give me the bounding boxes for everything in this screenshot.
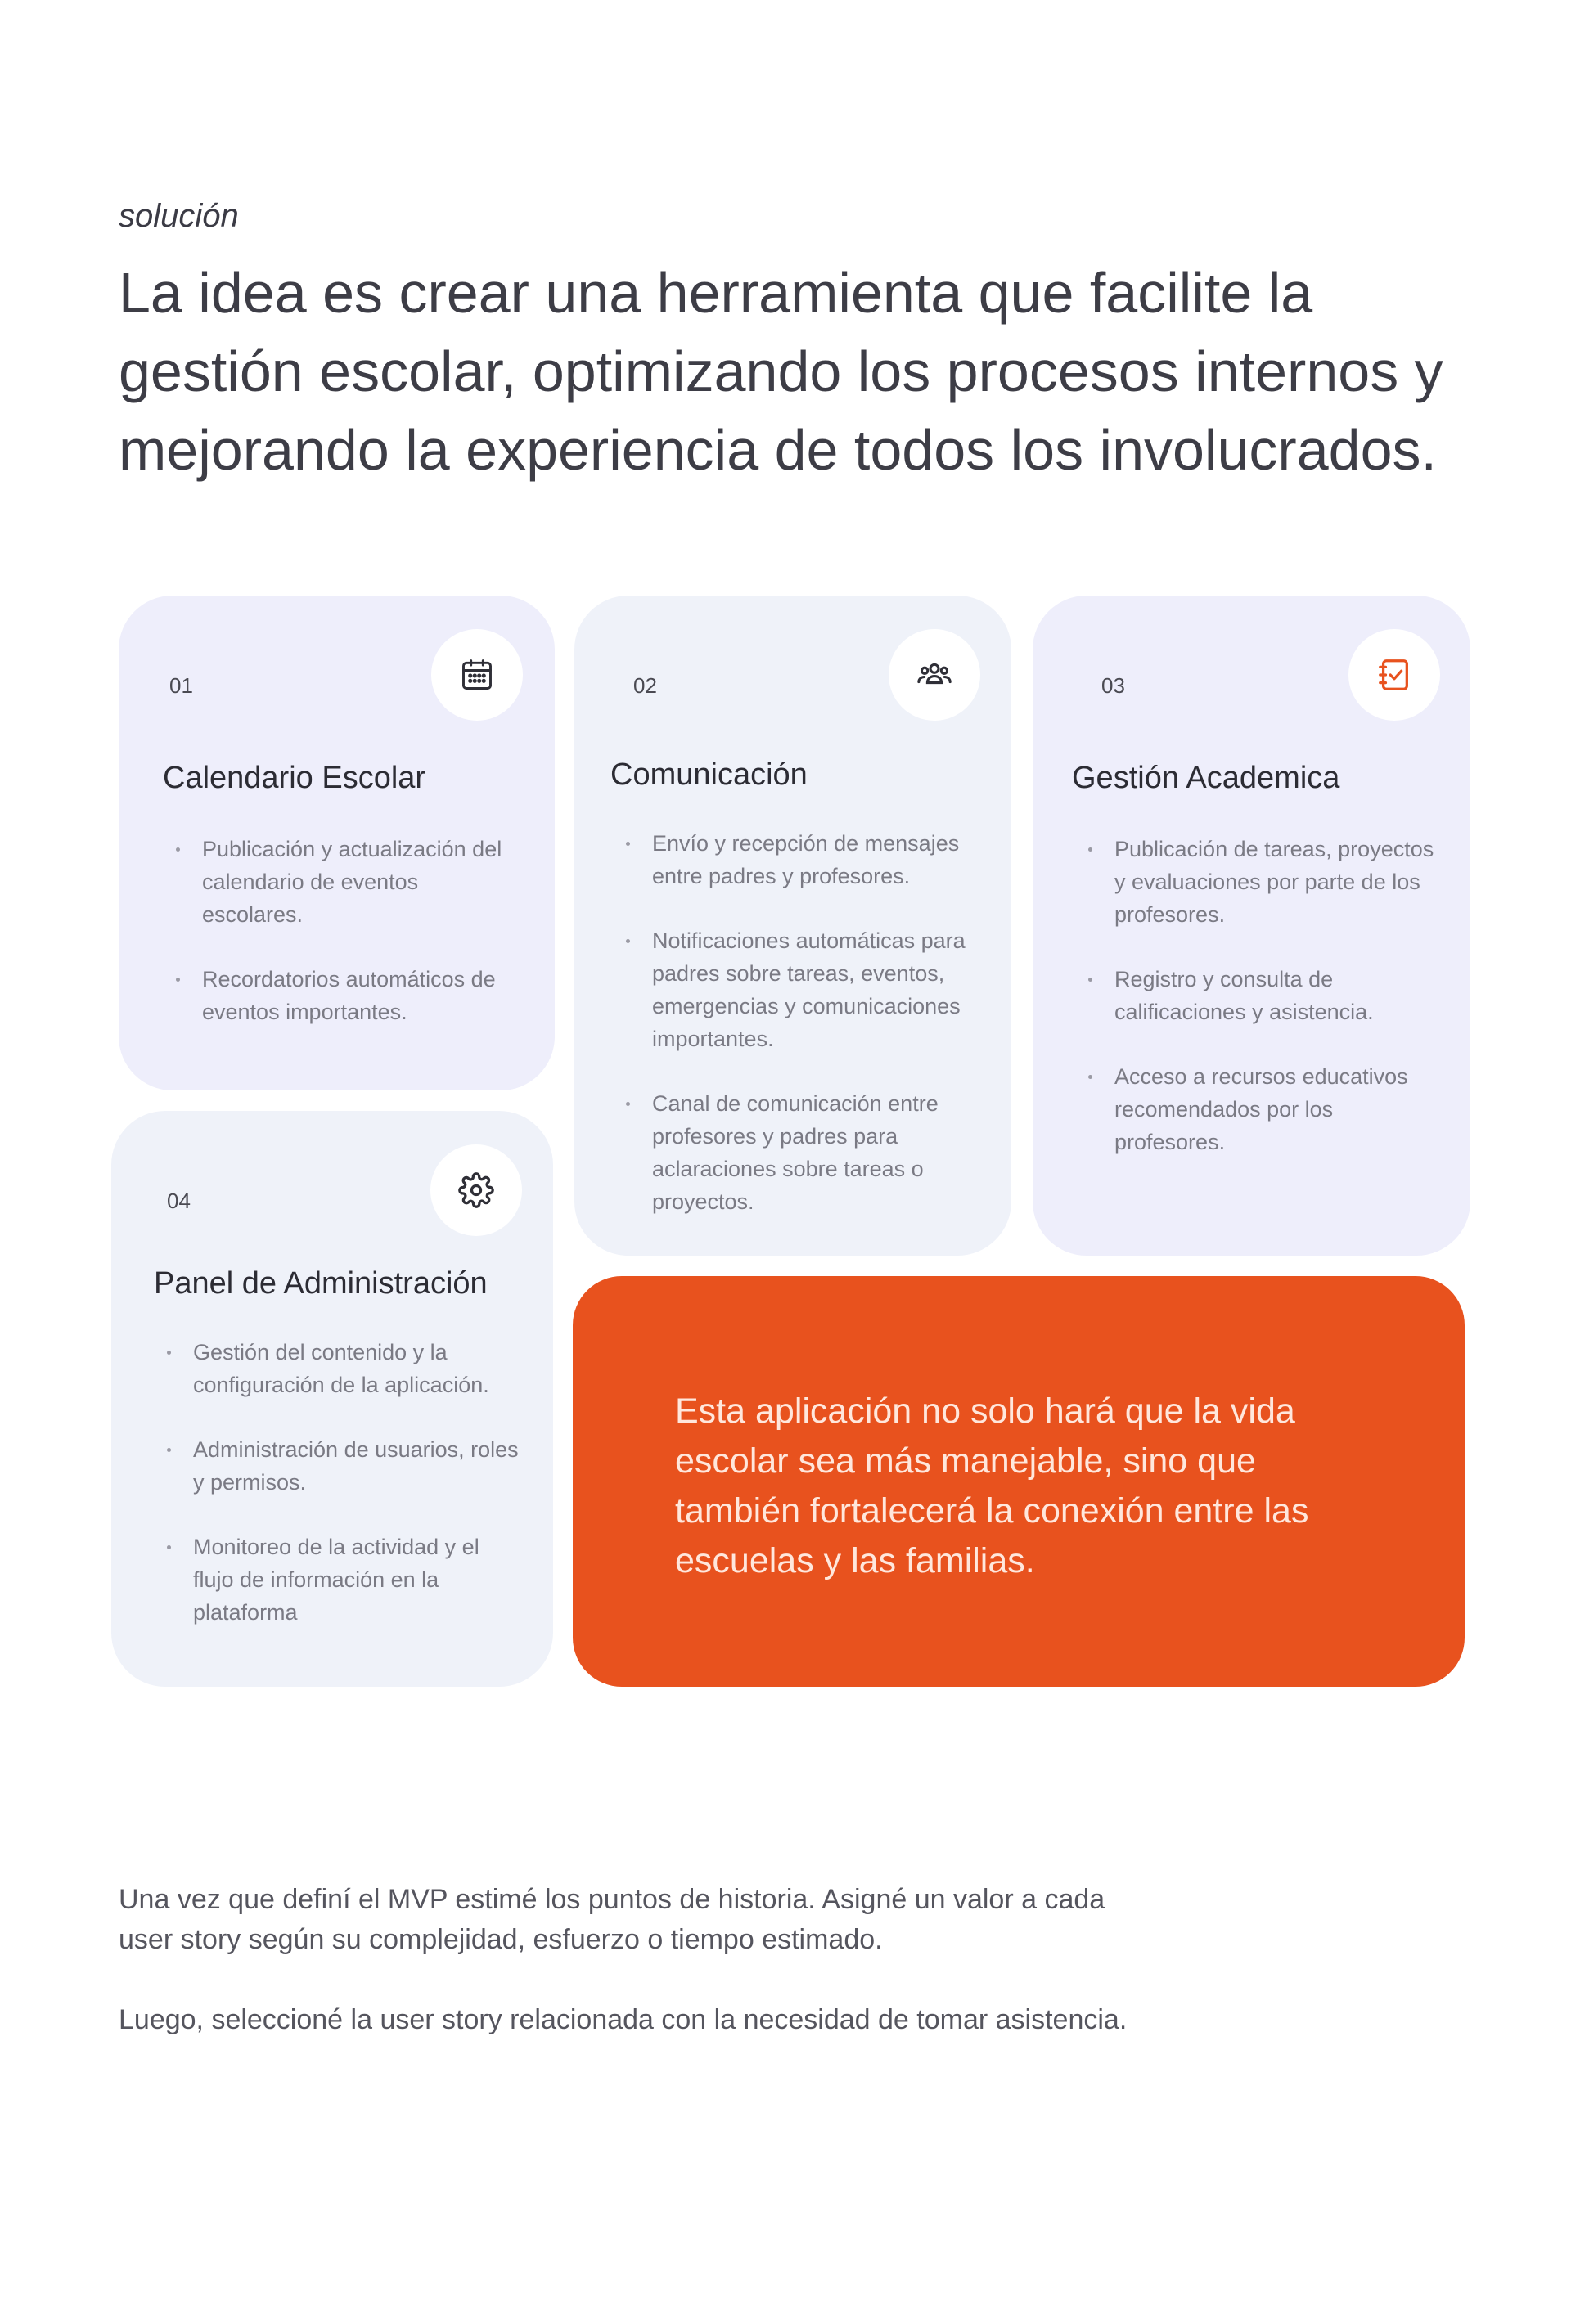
gear-icon xyxy=(458,1172,494,1208)
list-item: Canal de comunicación entre profesores y padres para aclaraciones sobre tareas o proyectos. xyxy=(619,1087,979,1218)
headline: La idea es crear una herramienta que facilite la gestión escolar, optimizando los procesos internos y mejorando la experiencia de todos los involucrados. xyxy=(119,261,1443,482)
body-paragraph-2: Luego, seleccioné la user story relacionada con la necesidad de tomar asistencia. xyxy=(119,2004,1128,2035)
card-title: Gestión Academica xyxy=(1072,761,1340,795)
body-paragraph-1: Una vez que definí el MVP estimé los puntos de historia. Asigné un valor a cada user story según su complejidad, esfuerzo o tiempo estimado. xyxy=(119,1884,1105,1955)
icon-badge xyxy=(431,629,523,721)
list-item: Publicación y actualización del calendario de eventos escolares. xyxy=(169,833,521,931)
card-feature-list xyxy=(160,1336,520,1661)
list-item: Registro y consulta de calificaciones y asistencia. xyxy=(1082,963,1446,1028)
list-item: Envío y recepción de mensajes entre padres y profesores. xyxy=(619,827,979,892)
card-feature-list xyxy=(169,833,521,1060)
card-title: Calendario Escolar xyxy=(163,761,426,795)
icon-badge xyxy=(889,629,980,721)
card-feature-list xyxy=(619,827,979,1250)
list-item: Acceso a recursos educativos recomendados por los profesores. xyxy=(1082,1060,1446,1158)
section-eyebrow: solución xyxy=(119,198,239,234)
list-item: Recordatorios automáticos de eventos importantes. xyxy=(169,963,521,1028)
card-feature-list xyxy=(1082,833,1446,1190)
users-group-icon xyxy=(916,656,953,694)
card-number: 04 xyxy=(167,1189,191,1213)
feature-card-calendario xyxy=(119,596,555,1090)
highlight-callout xyxy=(573,1276,1465,1687)
card-number: 01 xyxy=(169,673,193,698)
feature-card-gestion-academica xyxy=(1033,596,1470,1256)
icon-badge xyxy=(1348,629,1440,721)
card-title: Comunicación xyxy=(610,757,808,792)
feature-card-panel-administracion xyxy=(111,1111,553,1687)
card-title: Panel de Administración xyxy=(154,1266,488,1301)
calendar-icon xyxy=(459,657,495,693)
list-item: Administración de usuarios, roles y permisos. xyxy=(160,1433,520,1499)
list-item: Publicación de tareas, proyectos y evaluaciones por parte de los profesores. xyxy=(1082,833,1446,931)
highlight-text: Esta aplicación no solo hará que la vida escolar sea más manejable, sino que también fortalecerá la conexión entre las escuelas y las familias. xyxy=(675,1391,1309,1580)
list-item: Monitoreo de la actividad y el flujo de información en la plataforma xyxy=(160,1531,520,1629)
feature-card-comunicacion xyxy=(574,596,1011,1256)
card-number: 02 xyxy=(633,673,657,698)
list-item: Notificaciones automáticas para padres sobre tareas, eventos, emergencias y comunicaciones importantes. xyxy=(619,924,979,1055)
notebook-check-icon xyxy=(1375,656,1413,694)
list-item: Gestión del contenido y la configuración de la aplicación. xyxy=(160,1336,520,1401)
icon-badge xyxy=(430,1144,522,1236)
card-number: 03 xyxy=(1101,673,1125,698)
